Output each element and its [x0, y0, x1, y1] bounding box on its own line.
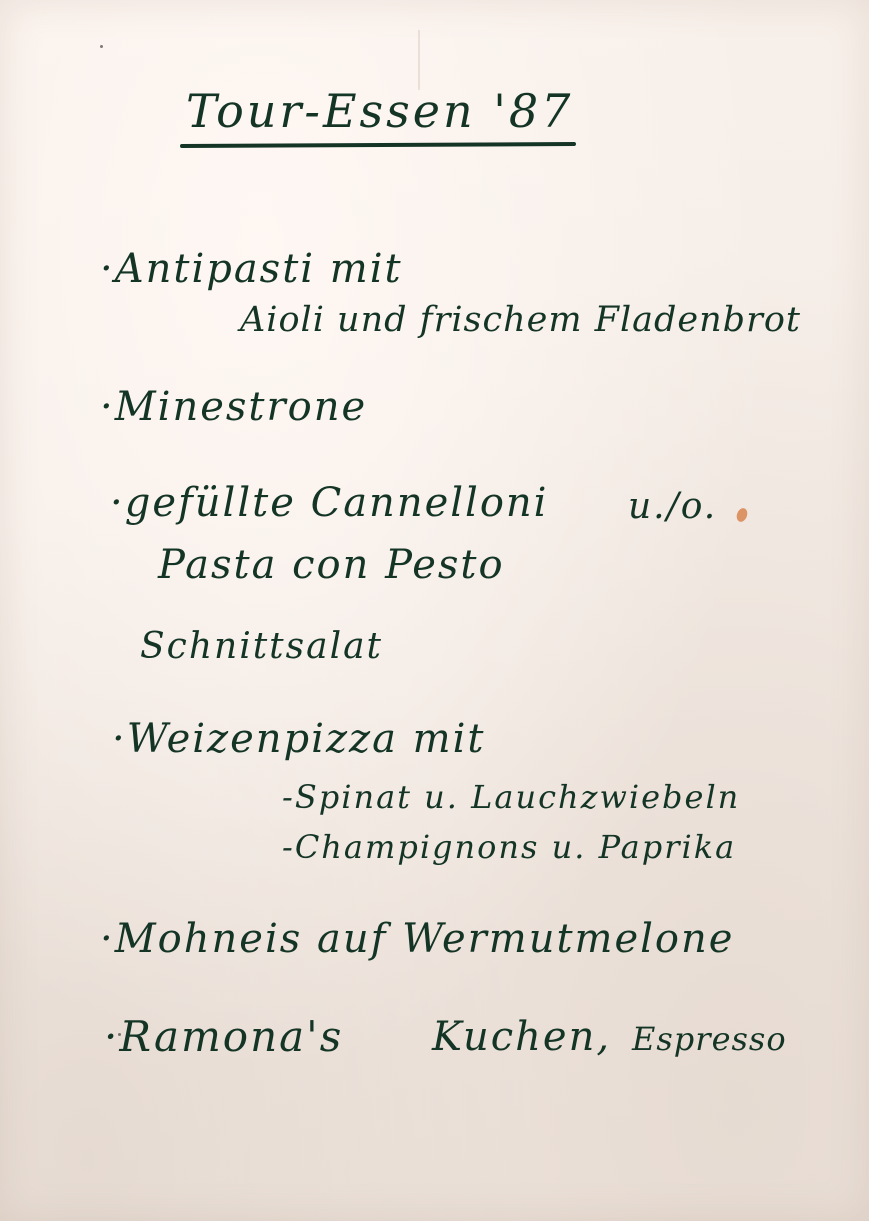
menu-item-ramonas: ·Ramona's: [104, 1012, 344, 1061]
menu-title: Tour-Essen '87: [186, 84, 574, 138]
menu-item-cannelloni: ·gefüllte Cannelloni: [110, 480, 549, 526]
menu-item-minestrone: ·Minestrone: [100, 384, 368, 430]
menu-item-pasta-pesto: Pasta con Pesto: [158, 542, 505, 588]
menu-item-antipasti-detail: Aioli und frischem Fladenbrot: [240, 300, 801, 340]
sauce-stain: [735, 507, 749, 524]
ink-speck: [100, 45, 103, 48]
menu-item-espresso: Espresso: [632, 1020, 787, 1058]
menu-item-alternative: u./o.: [628, 486, 718, 527]
menu-item-antipasti: ·Antipasti mit: [100, 246, 403, 292]
title-underline: [180, 142, 576, 148]
pizza-option-spinat: -Spinat u. Lauchzwiebeln: [282, 778, 741, 816]
paper-crease: [418, 30, 420, 90]
menu-item-schnittsalat: Schnittsalat: [140, 626, 384, 667]
pizza-option-champignons: -Champignons u. Paprika: [282, 828, 737, 866]
menu-item-kuchen: Kuchen,: [432, 1014, 612, 1060]
menu-item-mohneis: ·Mohneis auf Wermutmelone: [100, 916, 735, 962]
menu-item-weizenpizza: ·Weizenpizza mit: [112, 716, 486, 762]
